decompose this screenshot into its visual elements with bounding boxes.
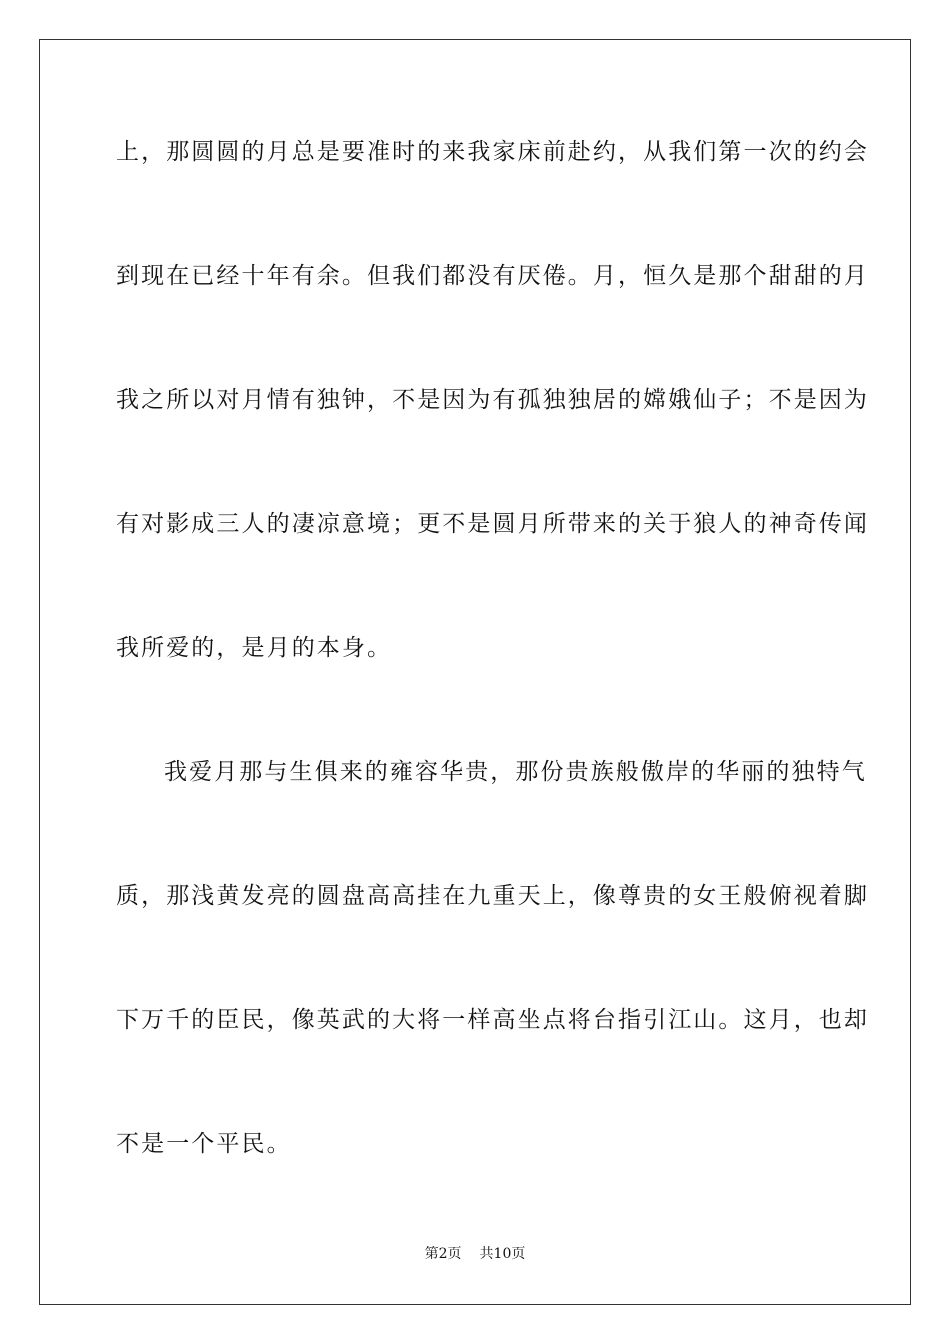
text-line: 我爱月那与生俱来的雍容华贵，那份贵族般傲岸的华丽的独特气 bbox=[164, 759, 867, 785]
text-line: 到现在已经十年有余。但我们都没有厌倦。月，恒久是那个甜甜的月 bbox=[116, 263, 869, 289]
page-footer bbox=[0, 1245, 950, 1263]
page-border bbox=[39, 39, 911, 1305]
page-total: 共10页 bbox=[479, 1246, 526, 1262]
text-line: 下万千的臣民，像英武的大将一样高坐点将台指引江山。这月，也却 bbox=[116, 1007, 869, 1033]
text-line: 有对影成三人的凄凉意境；更不是圆月所带来的关于狼人的神奇传闻 bbox=[116, 511, 869, 537]
text-line: 上，那圆圆的月总是要准时的来我家床前赴约，从我们第一次的约会 bbox=[116, 139, 869, 165]
page-number: 第2页 bbox=[424, 1246, 462, 1262]
text-line: 我所爱的，是月的本身。 bbox=[116, 635, 393, 661]
text-line: 我之所以对月情有独钟，不是因为有孤独独居的嫦娥仙子；不是因为 bbox=[116, 387, 869, 413]
text-line: 质，那浅黄发亮的圆盘高高挂在九重天上，像尊贵的女王般俯视着脚 bbox=[116, 883, 869, 909]
text-line: 不是一个平民。 bbox=[116, 1131, 292, 1157]
